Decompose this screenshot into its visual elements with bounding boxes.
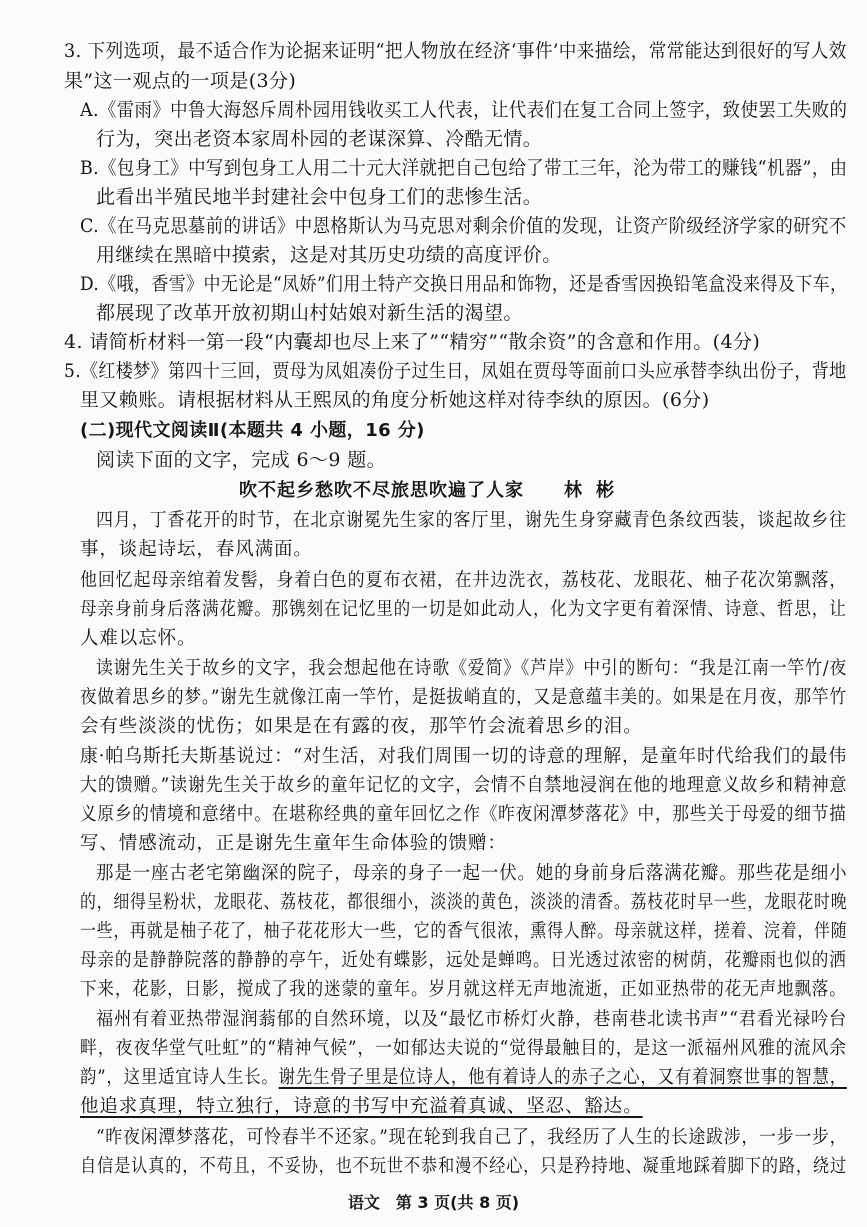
- paragraph-4-line-1: 康·帕乌斯托夫斯基说过：“对生活，对我们周围一切的诗意的理解，是童年时代给我们的最伟: [80, 746, 848, 767]
- article-title: 吹不起乡愁吹不尽旅思吹遍了人家: [239, 480, 524, 501]
- paragraph-2-line-1: 他回忆起母亲绾着发髻，身着白色的夏布衣裙，在井边洗衣，荔枝花、龙眼花、柚子花次第飘落，: [80, 570, 848, 591]
- quote-paragraph-line-5: 下来，花影，日影，搅成了我的迷蒙的童年。岁月就这样无声地流逝，正如亚热带的花无声地飘落。: [80, 979, 847, 1000]
- paragraph-2-line-3: 人难以忘怀。: [80, 628, 197, 649]
- question-5-line-2: 里又赖账。请根据材料从王熙凤的角度分析她这样对待李纨的原因。(6分): [80, 389, 710, 411]
- paragraph-1-line-1: 四月，丁香花开的时节，在北京谢冕先生家的客厅里，谢先生身穿藏青色条纹西装，谈起故乡往: [96, 510, 847, 531]
- question-3-stem-line-2: 果”这一观点的一项是(3分): [64, 70, 297, 92]
- underlined-sentence-part-1: 谢先生骨子里是位诗人，他有着诗人的赤子之心，又有着洞察世事的智慧，: [278, 1067, 847, 1088]
- page-footer: 语文 第 3 页(共 8 页): [347, 1193, 520, 1212]
- paragraph-6-line-4: [80, 1094, 643, 1120]
- quote-paragraph-line-3: 一些，再就是柚子花了，柚子花花形大一些，它的香气很浓，熏得人醉。母亲就这样，搓着、浣着，伴随: [80, 921, 848, 942]
- paragraph-3-line-3: 会有些淡淡的忧伤；如果是在有露的夜，那竿竹会流着思乡的泪。: [80, 716, 643, 737]
- paragraph-4-line-2: 大的馈赠。”读谢先生关于故乡的童年记忆的文字，会情不自禁地浸润在他的地理意义故乡和精神意: [80, 775, 848, 796]
- paragraph-4-line-3: 义原乡的情境和意绪中。在堪称经典的童年回忆之作《昨夜闲潭梦落花》中，那些关于母爱的细节描: [80, 804, 847, 825]
- question-5-line-1: 5.《红楼梦》第四十三回，贾母为凤姐凑份子过生日，凤姐在贾母等面前口头应承替李纨出份子，背地: [64, 360, 847, 382]
- paragraph-6-line-2: 畔，夜夜华堂气吐虹”的“精神气候”，一如郁达夫说的“觉得最触目的，是这一派福州风雅的流风余: [80, 1038, 847, 1059]
- underlined-sentence-part-2: 他追求真理，特立独行，诗意的书写中充溢着真诚、坚忍、豁达。: [80, 1096, 643, 1117]
- option-c-line-2: 用继续在黑暗中摸索，这是对其历史功绩的高度评价。: [96, 244, 562, 266]
- article-title-row: [0, 478, 867, 504]
- question-4: 4. 请简析材料一第一段“内囊却也尽上来了”“精穷”“散余资”的含意和作用。(4分): [64, 331, 761, 353]
- paragraph-6-line-1: 福州有着亚热带湿润蓊郁的自然环境，以及“最忆市桥灯火静，巷南巷北读书声”“君看光禄吟台: [96, 1009, 848, 1030]
- paragraph-6-line-3-plain: 韵”，这里适宜诗人生长。: [80, 1067, 279, 1088]
- paragraph-3-line-1: 读谢先生关于故乡的文字，我会想起他在诗歌《爱简》《芦岸》中引的断句：“我是江南一竿竹/夜: [96, 658, 848, 679]
- paragraph-6-line-3: [80, 1065, 847, 1091]
- option-a-line-2: 行为，突出老资本家周朴园的老谋深算、冷酷无情。: [96, 128, 543, 150]
- option-b-line-1: B.《包身工》中写到包身工人用二十元大洋就把自己包给了带工三年，沦为带工的赚钱“机器”，由: [80, 157, 848, 179]
- paragraph-2-line-2: 母亲身前身后落满花瓣。那镌刻在记忆里的一切是如此动人，化为文字更有着深情、诗意、哲思，让: [80, 599, 847, 620]
- section-heading: (二)现代文阅读Ⅱ(本题共 4 小题，16 分): [80, 420, 425, 441]
- option-b-line-2: 此看出半殖民地半封建社会中包身工们的悲惨生活。: [96, 186, 543, 208]
- quote-paragraph-line-4: 母亲的是静静院落的静静的亭午，近处有蝶影，远处是蝉鸣。日光透过浓密的树荫，花瓣雨也似的洒: [80, 950, 847, 971]
- paragraph-7-line-1: “昨夜闲潭梦落花，可怜春半不还家。”现在轮到我自己了，我经历了人生的长途跋涉，一步一步，: [96, 1127, 848, 1148]
- option-c-line-1: C.《在马克思墓前的讲话》中恩格斯认为马克思对剩余价值的发现，让资产阶级经济学家的研究不: [80, 215, 847, 237]
- option-d-line-2: 都展现了改革开放初期山村姑娘对新生活的渴望。: [96, 302, 523, 324]
- paragraph-4-line-4: 写、情感流动，正是谢先生童年生命体验的馈赠：: [80, 833, 507, 854]
- question-3-stem-line-1: 3. 下列选项，最不适合作为论据来证明“把人物放在经济‘事件’中来描绘，常常能达到很好的写人效: [64, 40, 847, 62]
- paragraph-3-line-2: 夜做着思乡的梦。”谢先生就像江南一竿竹，是挺拔峭直的，又是意蕴丰美的。如果是在月夜，那竿竹: [80, 687, 847, 708]
- article-author: 林彬: [564, 480, 628, 501]
- section-instruction: 阅读下面的文字，完成 6～9 题。: [96, 449, 387, 471]
- paragraph-7-line-2: 自信是认真的，不苟且，不妥协，也不玩世不恭和漫不经心，只是矜持地、凝重地踩着脚下的路，绕过: [80, 1156, 848, 1177]
- paragraph-1-line-2: 事，谈起诗坛，春风满面。: [80, 539, 313, 560]
- quote-paragraph-line-2: 的，细得呈粉状，龙眼花、荔枝花，都很细小，淡淡的黄色，淡淡的清香。荔枝花时早一些，龙眼花时晚: [80, 892, 848, 913]
- quote-paragraph-line-1: 那是一座古老宅第幽深的院子，母亲的身子一起一伏。她的身前身后落满花瓣。那些花是细小: [96, 863, 848, 884]
- option-a-line-1: A.《雷雨》中鲁大海怒斥周朴园用钱收买工人代表，让代表们在复工合同上签字，致使罢工失败的: [80, 99, 848, 121]
- option-d-line-1: D.《哦，香雪》中无论是“凤娇”们用土特产交换日用品和饰物，还是香雪因换铅笔盒没来得及下车，: [80, 273, 848, 295]
